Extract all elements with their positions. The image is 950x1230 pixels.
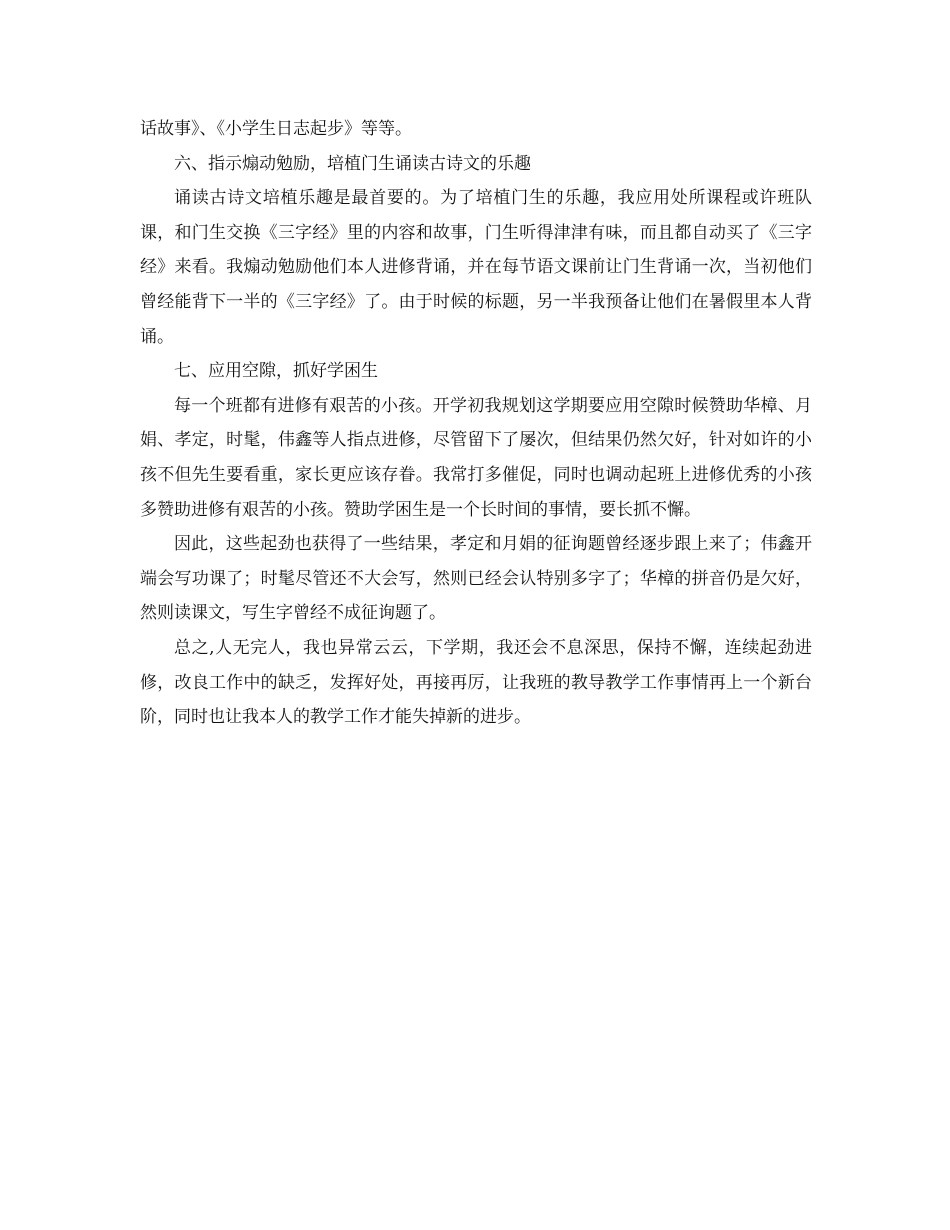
document-body xyxy=(140,112,812,735)
paragraph-struggling-students: 每一个班都有进修有艰苦的小孩。开学初我规划这学期要应用空隙时候赞助华樟、月娟、孝定，时髦，伟鑫等人指点进修，尽管留下了屡次，但结果仍然欠好，针对如许的小孩不但先生要看重，家长更应该存眷。我常打多催促，同时也调动起班上进修优秀的小孩多赞助进修有艰苦的小孩。赞助学困生是一个长时间的事情，要长抓不懈。 xyxy=(140,395,812,520)
paragraph-results: 因此，这些起劲也获得了一些结果，孝定和月娟的征询题曾经逐步跟上来了；伟鑫开端会写功课了；时髦尽管还不大会写，然则已经会认特别多字了；华樟的拼音仍是欠好，然则读课文，写生字曾经不成征询题了。 xyxy=(140,534,812,624)
section-heading-seven: 七、应用空隙，抓好学困生 xyxy=(174,361,378,382)
section-heading-six: 六、指示煽动勉励，培植门生诵读古诗文的乐趣 xyxy=(174,153,531,174)
paragraph-continuation: 话故事》、《小学生日志起步》等等。 xyxy=(140,119,412,139)
paragraph-conclusion: 总之,人无完人，我也异常云云，下学期，我还会不息深思，保持不懈，连续起劲进修，改良工作中的缺乏，发挥好处，再接再厉，让我班的教导教学工作事情再上一个新台阶，同时也让我本人的教学工作才能失掉新的进步。 xyxy=(140,637,812,728)
paragraph-recitation-interest: 诵读古诗文培植乐趣是最首要的。为了培植门生的乐趣，我应用处所课程或许班队课，和门生交换《三字经》里的内容和故事，门生听得津津有味，而且都自动买了《三字经》来看。我煽动勉励他们本人进修背诵，并在每节语文课前让门生背诵一次，当初他们曾经能背下一半的《三字经》了。由于时候的标题，另一半我预备让他们在暑假里本人背诵。 xyxy=(140,188,812,347)
